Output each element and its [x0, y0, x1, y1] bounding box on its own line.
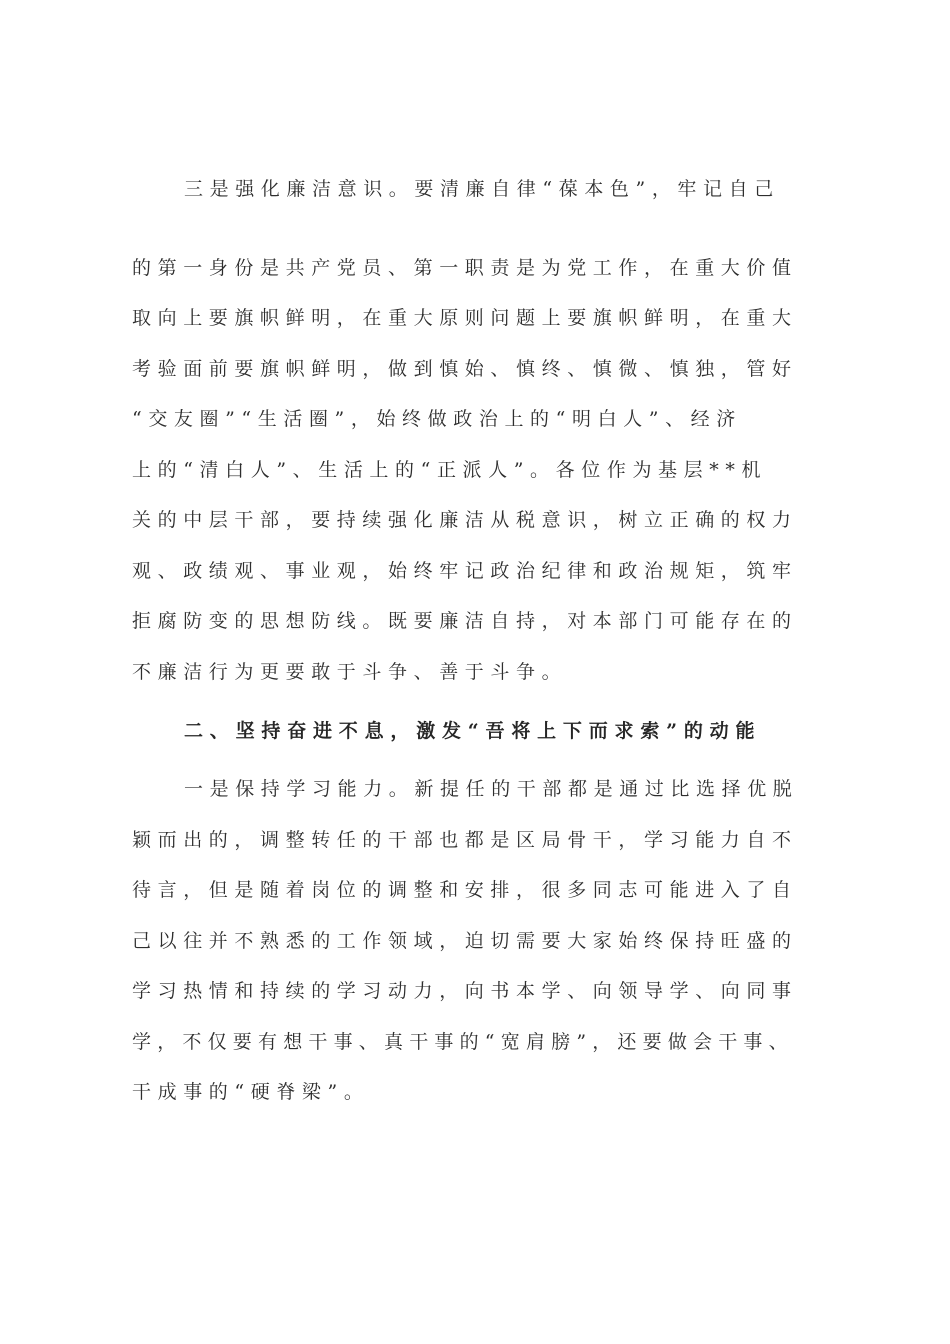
paragraph-2-line-3: 待言，但是随着岗位的调整和安排，很多同志可能进入了自 [132, 879, 798, 901]
paragraph-1-line-10: 不廉洁行为更要敢于斗争、善于斗争。 [132, 661, 568, 683]
paragraph-2-line-5: 学习热情和持续的学习动力，向书本学、向领导学、向同事 [132, 980, 798, 1002]
paragraph-1-line-3: 取向上要旗帜鲜明，在重大原则问题上要旗帜鲜明，在重大 [132, 307, 798, 329]
paragraph-1-line-6: 上的“清白人”、生活上的“正派人”。各位作为基层**机 [132, 459, 768, 481]
paragraph-2-line-2: 颖而出的，调整转任的干部也都是区局骨干，学习能力自不 [132, 829, 798, 851]
paragraph-2-line-4: 己以往并不熟悉的工作领域，迫切需要大家始终保持旺盛的 [132, 930, 798, 952]
section-heading: 二、坚持奋进不息，激发“吾将上下而求索”的动能 [184, 720, 762, 742]
paragraph-1-line-7: 关的中层干部，要持续强化廉洁从税意识，树立正确的权力 [132, 509, 798, 531]
paragraph-1-line-1: 三是强化廉洁意识。要清廉自律“葆本色”，牢记自己 [184, 178, 780, 200]
paragraph-1-line-9: 拒腐防变的思想防线。既要廉洁自持，对本部门可能存在的 [132, 610, 798, 632]
paragraph-2-line-1: 一是保持学习能力。新提任的干部都是通过比选择优脱 [184, 778, 799, 800]
paragraph-1-line-5: “交友圈”“生活圈”，始终做政治上的“明白人”、经济 [132, 408, 742, 430]
paragraph-2-line-6: 学，不仅要有想干事、真干事的“宽肩膀”，还要做会干事、 [132, 1031, 794, 1053]
paragraph-1-line-8: 观、政绩观、事业观，始终牢记政治纪律和政治规矩，筑牢 [132, 560, 798, 582]
paragraph-2-line-7: 干成事的“硬脊梁”。 [132, 1081, 370, 1103]
paragraph-1-line-2: 的第一身份是共产党员、第一职责是为党工作，在重大价值 [132, 257, 798, 279]
paragraph-1-line-4: 考验面前要旗帜鲜明，做到慎始、慎终、慎微、慎独，管好 [132, 358, 798, 380]
